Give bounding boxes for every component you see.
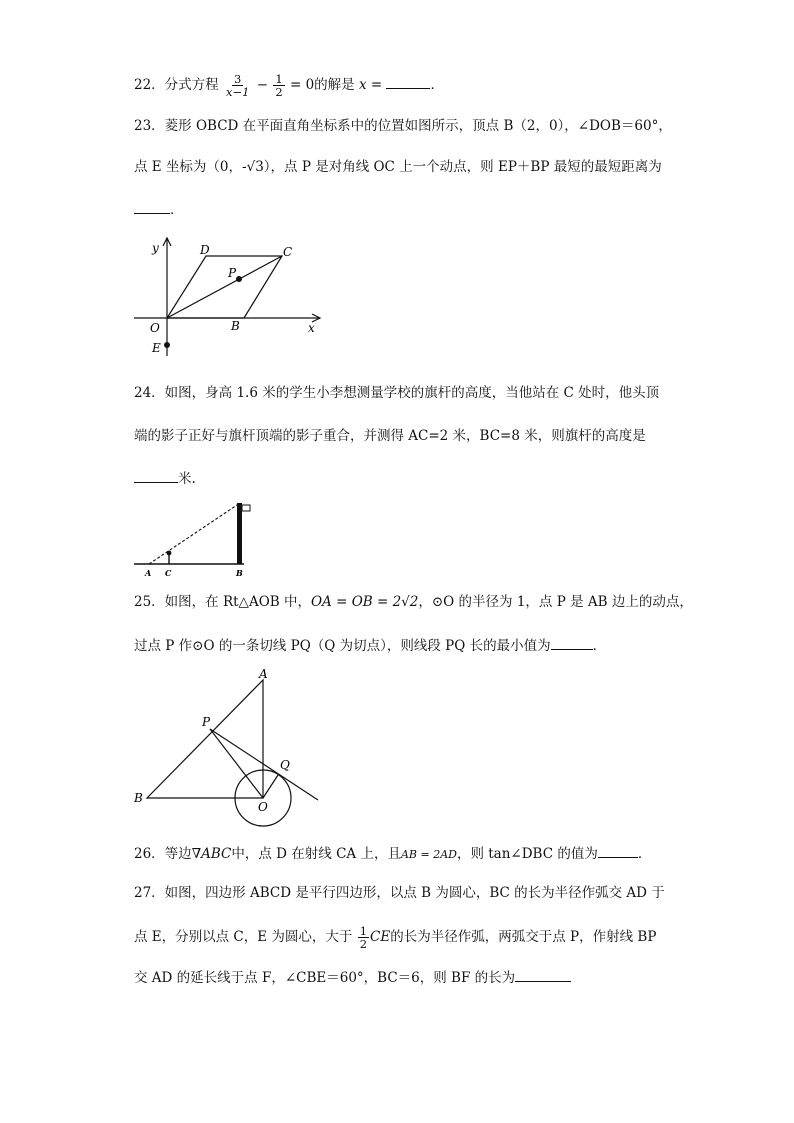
q27-line-1: 27．如图，四边形 ABCD 是平行四边形，以点 B 为圆心，BC 的长为半径作弧交 AD 于: [134, 885, 665, 901]
label-q: Q: [280, 758, 290, 772]
q23-line-2: 点 E 坐标为（0，-√3），点 P 是对角线 OC 上一个动点，则 EP＋BP 最短的最短距离为: [134, 159, 662, 175]
q22-fraction-2: [273, 73, 284, 98]
q22-answer-blank[interactable]: [386, 74, 430, 89]
label-x: x: [308, 321, 315, 335]
q27-half-fraction: [358, 925, 369, 950]
q27-line3-text: 交 AD 的延长线于点 F，∠CBE＝60°，BC＝6，则 BF 的长为: [134, 970, 516, 986]
q22-frac2-num: 1: [275, 72, 283, 86]
q25-line1-b: ，⊙O 的半径为 1，点 P 是 AB 边上的动点，: [418, 594, 693, 610]
q23-answer-blank[interactable]: [134, 199, 170, 214]
q25-answer-blank[interactable]: [551, 635, 593, 650]
point-p: [236, 276, 242, 282]
label-c: C: [283, 245, 293, 259]
label-p: P: [228, 266, 237, 280]
q22-frac2-den: 2: [275, 85, 283, 99]
q26-b: 中，点 D 在射线 CA 上，且: [231, 846, 401, 862]
q22-end: ．: [430, 77, 444, 93]
shadow-ray: [149, 503, 240, 564]
label-y: y: [152, 241, 159, 255]
q24-flagpole-figure: [132, 498, 262, 578]
label-o: O: [150, 321, 160, 335]
q25-end: ．: [592, 638, 607, 654]
q26-c: ，则 tan∠DBC 的值为: [456, 846, 598, 862]
q26-triangle: ∇ABC: [191, 846, 232, 862]
label-e: E: [152, 341, 161, 355]
q27-line2-a: 点 E，分别以点 C，E 为圆心，大于: [134, 929, 353, 945]
q22-tail: = 0的解是: [289, 77, 355, 93]
q27-half-num: 1: [359, 924, 368, 938]
q25-line2-text: 过点 P 作⊙O 的一条切线 PQ（Q 为切点），则线段 PQ 长的最小值为: [134, 638, 551, 654]
q26-math: AB = 2AD: [400, 848, 457, 861]
q26-end: ．: [637, 846, 652, 862]
q27-line-3: [134, 967, 571, 988]
q24-unit: 米.: [178, 471, 196, 487]
label-b: B: [236, 568, 243, 578]
q24-line-1: 24．如图，身高 1.6 米的学生小李想测量学校的旗杆的高度，当他站在 C 处时，他头顶: [134, 385, 660, 401]
q23-line-1: 23．菱形 OBCD 在平面直角坐标系中的位置如图所示，顶点 B（2，0），∠DOB＝60°，: [134, 118, 672, 134]
q24-line-2: 端的影子正好与旗杆顶端的影子重合，并测得 AC=2 米，BC=8 米，则旗杆的高度是: [134, 428, 646, 444]
q25-line-1: [134, 592, 693, 612]
q22-frac1-den: x−1: [225, 85, 250, 99]
tangent-pq: [210, 729, 318, 800]
q22-fraction-1: [224, 73, 251, 98]
q24-answer-blank[interactable]: [134, 468, 178, 483]
q27-ce: CE: [370, 929, 391, 945]
flagpole: [237, 503, 242, 564]
label-d: D: [200, 243, 210, 257]
q23-line-3: [134, 199, 184, 220]
q26-answer-blank[interactable]: [598, 843, 638, 858]
q22-label: 22．分式方程: [134, 77, 219, 93]
q22-minus: −: [256, 77, 269, 93]
label-o: O: [258, 800, 268, 814]
q23-rhombus-figure: [132, 234, 332, 364]
segment-oq: [263, 775, 278, 798]
label-a: A: [259, 667, 268, 681]
triangle-aob: [147, 680, 263, 798]
label-p: P: [202, 715, 211, 729]
label-c: C: [165, 568, 172, 578]
diagonal-oc: [167, 256, 282, 318]
q25-line1-a: 25．如图，在 Rt△AOB 中，: [134, 594, 311, 610]
point-e: [164, 342, 170, 348]
q25-line-2: [134, 635, 606, 656]
q24-line-3: [134, 468, 196, 489]
q26-line: [134, 843, 651, 865]
label-b: B: [231, 319, 240, 333]
q27-line-2: [134, 925, 656, 950]
q27-answer-blank[interactable]: [515, 967, 571, 982]
flag-icon: [242, 505, 250, 511]
q23-end: ．: [170, 202, 184, 218]
person-head: [167, 551, 172, 556]
q25-triangle-figure: [132, 665, 332, 835]
label-a: A: [145, 568, 152, 578]
q22-frac1-num: 3: [234, 72, 242, 86]
q25-math-oa-ob: OA = OB = 2√2: [310, 594, 419, 610]
label-b: B: [134, 791, 143, 805]
q26-a: 26．等边: [134, 846, 192, 862]
q27-half-den: 2: [359, 937, 368, 951]
q27-line2-b: 的长为半径作弧，两弧交于点 P，作射线 BP: [390, 929, 657, 945]
q22-x-eq: x =: [358, 77, 383, 93]
q22-line: [134, 73, 444, 98]
